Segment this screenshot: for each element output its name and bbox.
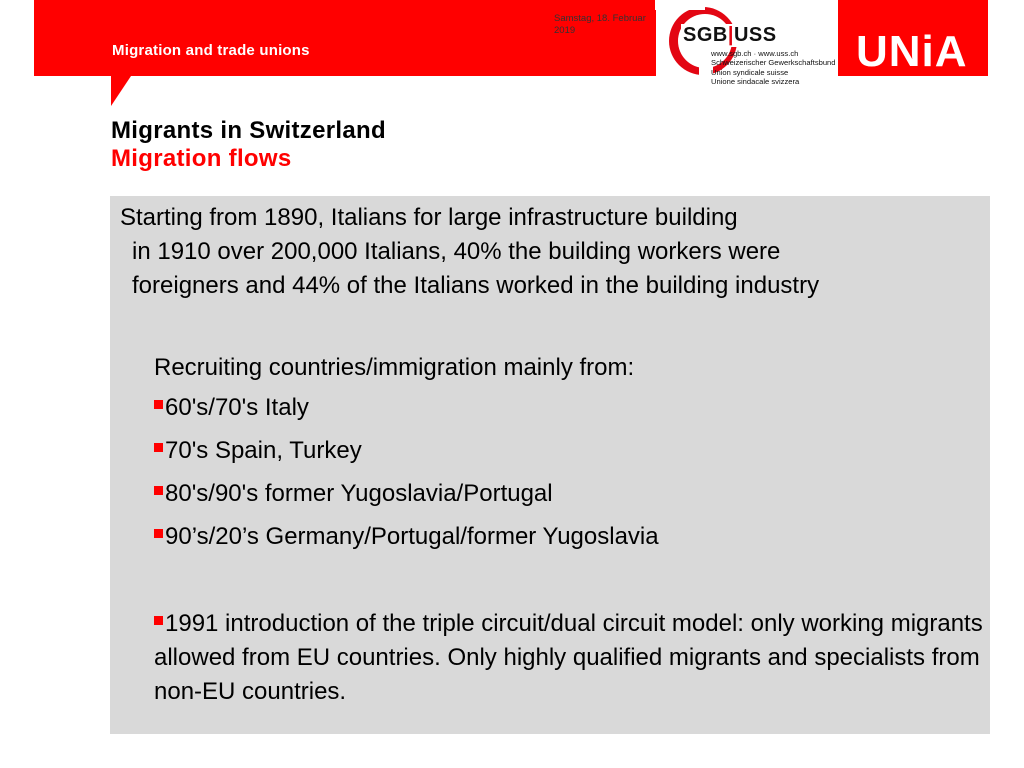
header-title: Migration and trade unions: [112, 42, 310, 59]
list-item: 80's/90's former Yugoslavia/Portugal: [154, 477, 659, 520]
list-item: 60's/70's Italy: [154, 391, 659, 434]
bullet-square-icon: [154, 443, 163, 452]
date-label: [554, 13, 658, 37]
sgb-logo-text: [711, 49, 836, 86]
sgb-line: Schweizerischer Gewerkschaftsbund: [711, 58, 836, 68]
list-item: 70's Spain, Turkey: [154, 434, 659, 477]
model-bullet: [154, 607, 984, 709]
bullet-square-icon: [154, 529, 163, 538]
sgb-line: www.sgb.ch · www.uss.ch: [711, 49, 799, 58]
date-line2: 2019: [554, 25, 576, 36]
sgb-line: Unione sindacale svizzera: [711, 76, 800, 86]
list-item: 90’s/20’s Germany/Portugal/former Yugoslavia: [154, 520, 659, 563]
date-line1: Samstag, 18. Februar: [554, 13, 646, 24]
sgb-logo-name: SGB|USS: [683, 24, 777, 46]
bullet-square-icon: [154, 400, 163, 409]
bullet-square-icon: [154, 486, 163, 495]
slide-title: Migrants in Switzerland: [111, 117, 386, 144]
sgb-line: Union syndicale suisse: [711, 67, 789, 77]
history-paragraph: [120, 201, 980, 303]
history-line: foreigners and 44% of the Italians worked in the building industry: [132, 272, 820, 299]
bullet-square-icon: [154, 616, 163, 625]
slide-subtitle: Migration flows: [111, 145, 292, 172]
recruiting-heading: Recruiting countries/immigration mainly from:: [154, 354, 635, 381]
unia-logo-text: UNiA: [856, 27, 968, 76]
history-line: Starting from 1890, Italians for large infrastructure building: [120, 204, 738, 231]
model-bullet-text: 1991 introduction of the triple circuit/dual circuit model: only working migrants allowed from EU countries. Only highly qualified migrants and specialists from non-EU countries.: [154, 610, 983, 705]
header-band: [34, 0, 656, 76]
history-line: in 1910 over 200,000 Italians, 40% the building workers were: [132, 238, 781, 265]
content-box: [110, 196, 990, 734]
header-band-wedge: [111, 76, 131, 106]
country-list: [154, 391, 659, 563]
